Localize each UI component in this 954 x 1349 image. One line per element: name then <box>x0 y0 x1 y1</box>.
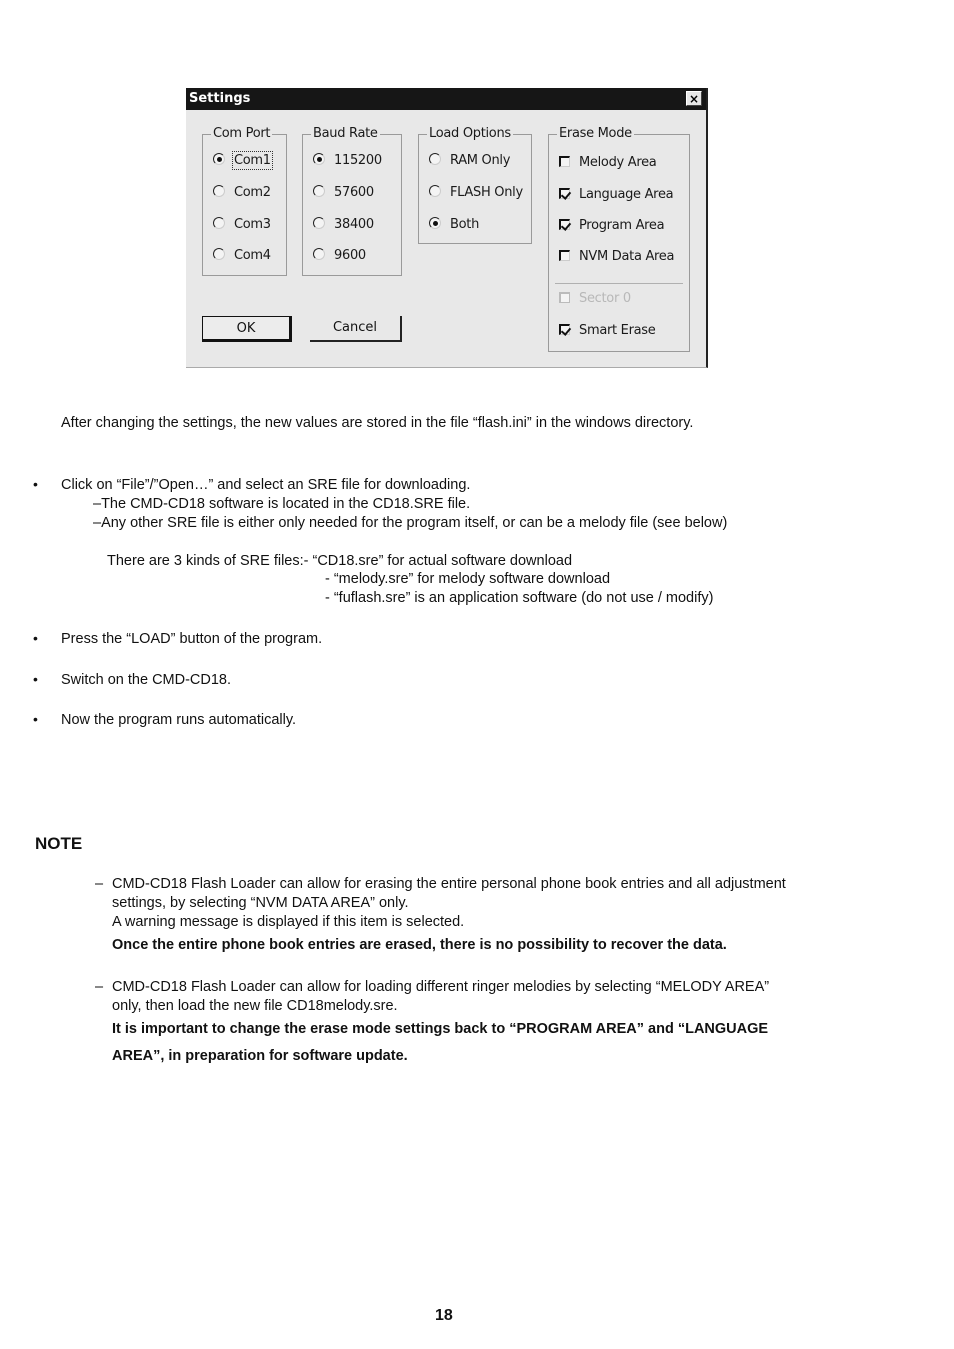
checkbox-icon <box>559 292 570 303</box>
sre-kinds-line3: - “fuflash.sre” is an application software (do not use / modify) <box>325 590 714 606</box>
dash-marker: – <box>95 876 104 892</box>
note1-line1: CMD-CD18 Flash Loader can allow for erasing the entire personal phone book entries and all adjustment <box>112 876 786 892</box>
radio-selected-icon <box>213 153 225 165</box>
checkbox-program-area[interactable] <box>559 217 664 235</box>
radio-icon <box>313 185 325 197</box>
radio-baud-57600[interactable] <box>313 184 374 202</box>
note1-line3: A warning message is displayed if this item is selected. <box>112 914 465 930</box>
radio-both[interactable] <box>429 216 479 234</box>
close-icon[interactable]: × <box>686 91 702 106</box>
com-port-title: Com Port <box>213 126 271 141</box>
checkbox-language-area[interactable] <box>559 186 673 204</box>
sre-kinds-line2: - “melody.sre” for melody software download <box>325 571 611 587</box>
ok-button[interactable]: OK <box>202 316 292 342</box>
radio-com2[interactable] <box>213 184 271 202</box>
bullet-marker: • <box>33 711 38 727</box>
baud-rate-title: Baud Rate <box>313 126 378 141</box>
radio-label: Com4 <box>234 248 271 263</box>
com-port-group <box>202 126 287 276</box>
checkbox-label: NVM Data Area <box>579 249 675 264</box>
checkbox-checked-icon <box>559 219 570 230</box>
checkbox-label: Program Area <box>579 218 665 233</box>
sre-kinds-line1: There are 3 kinds of SRE files:- “CD18.sre” for actual software download <box>107 553 573 569</box>
note1-warning: Once the entire phone book entries are erased, there is no possibility to recover the data. <box>112 937 727 953</box>
erase-mode-separator <box>555 283 683 284</box>
dialog-title: Settings <box>189 91 251 106</box>
radio-icon <box>429 153 441 165</box>
radio-flash-only[interactable] <box>429 184 523 202</box>
radio-icon <box>213 185 225 197</box>
radio-baud-115200[interactable] <box>313 152 382 170</box>
checkbox-smart-erase[interactable] <box>559 322 655 340</box>
bullet-marker: • <box>33 476 38 492</box>
after-settings-text: After changing the settings, the new values are stored in the file “flash.ini” in the windows directory. <box>61 415 694 431</box>
radio-selected-icon <box>429 217 441 229</box>
checkbox-checked-icon <box>559 188 570 199</box>
radio-baud-38400[interactable] <box>313 216 374 234</box>
radio-label: 38400 <box>334 217 374 232</box>
step-press-load: Press the “LOAD” button of the program. <box>61 631 323 647</box>
radio-icon <box>429 185 441 197</box>
radio-icon <box>313 248 325 260</box>
radio-ram-only[interactable] <box>429 152 510 170</box>
erase-mode-group <box>548 126 690 352</box>
load-options-title: Load Options <box>429 126 511 141</box>
radio-label: Com1 <box>234 153 271 168</box>
checkbox-label: Language Area <box>579 187 674 202</box>
settings-dialog <box>186 88 708 368</box>
radio-icon <box>213 248 225 260</box>
radio-label: Com3 <box>234 217 271 232</box>
dash-marker: – <box>95 979 104 995</box>
checkbox-label: Sector 0 <box>579 291 631 306</box>
radio-label: Both <box>450 217 480 232</box>
radio-label: 57600 <box>334 185 374 200</box>
checkbox-label: Smart Erase <box>579 323 656 338</box>
note2-line1: CMD-CD18 Flash Loader can allow for loading different ringer melodies by selecting “MELODY AREA” <box>112 979 770 995</box>
radio-com1[interactable] <box>213 152 271 170</box>
radio-label: 9600 <box>334 248 366 263</box>
radio-label: 115200 <box>334 153 382 168</box>
bullet-marker: • <box>33 671 38 687</box>
radio-com3[interactable] <box>213 216 271 234</box>
radio-baud-9600[interactable] <box>313 247 366 265</box>
checkbox-sector-0 <box>559 290 631 308</box>
note-heading: NOTE <box>35 834 83 853</box>
dialog-titlebar <box>186 88 706 110</box>
step-runs-automatically: Now the program runs automatically. <box>61 712 297 728</box>
bullet-marker: • <box>33 630 38 646</box>
radio-label: RAM Only <box>450 153 511 168</box>
cancel-button[interactable]: Cancel <box>310 316 402 342</box>
page-number: 18 <box>435 1307 453 1324</box>
checkbox-icon <box>559 156 570 167</box>
note2-line2: only, then load the new file CD18melody.sre. <box>112 998 398 1014</box>
checkbox-checked-icon <box>559 324 570 335</box>
step-switch-on: Switch on the CMD-CD18. <box>61 672 232 688</box>
load-options-group <box>418 126 532 244</box>
radio-label: FLASH Only <box>450 185 523 200</box>
baud-rate-group <box>302 126 402 276</box>
step-open-file: Click on “File”/”Open…” and select an SRE file for downloading. <box>61 477 471 493</box>
step-open-file-sub2: –Any other SRE file is either only needed for the program itself, or can be a melody file (see below) <box>93 515 728 531</box>
radio-label: Com2 <box>234 185 271 200</box>
note2-important-line2: AREA”, in preparation for software update. <box>112 1048 408 1064</box>
radio-icon <box>213 217 225 229</box>
note2-important-line1: It is important to change the erase mode settings back to “PROGRAM AREA” and “LANGUAGE <box>112 1021 769 1037</box>
erase-mode-title: Erase Mode <box>559 126 632 141</box>
checkbox-label: Melody Area <box>579 155 657 170</box>
radio-icon <box>313 217 325 229</box>
step-open-file-sub1: –The CMD-CD18 software is located in the CD18.SRE file. <box>93 496 471 512</box>
note1-line2: settings, by selecting “NVM DATA AREA” only. <box>112 895 409 911</box>
checkbox-melody-area[interactable] <box>559 154 656 172</box>
radio-selected-icon <box>313 153 325 165</box>
radio-com4[interactable] <box>213 247 271 265</box>
checkbox-nvm-data-area[interactable] <box>559 248 674 266</box>
checkbox-icon <box>559 250 570 261</box>
